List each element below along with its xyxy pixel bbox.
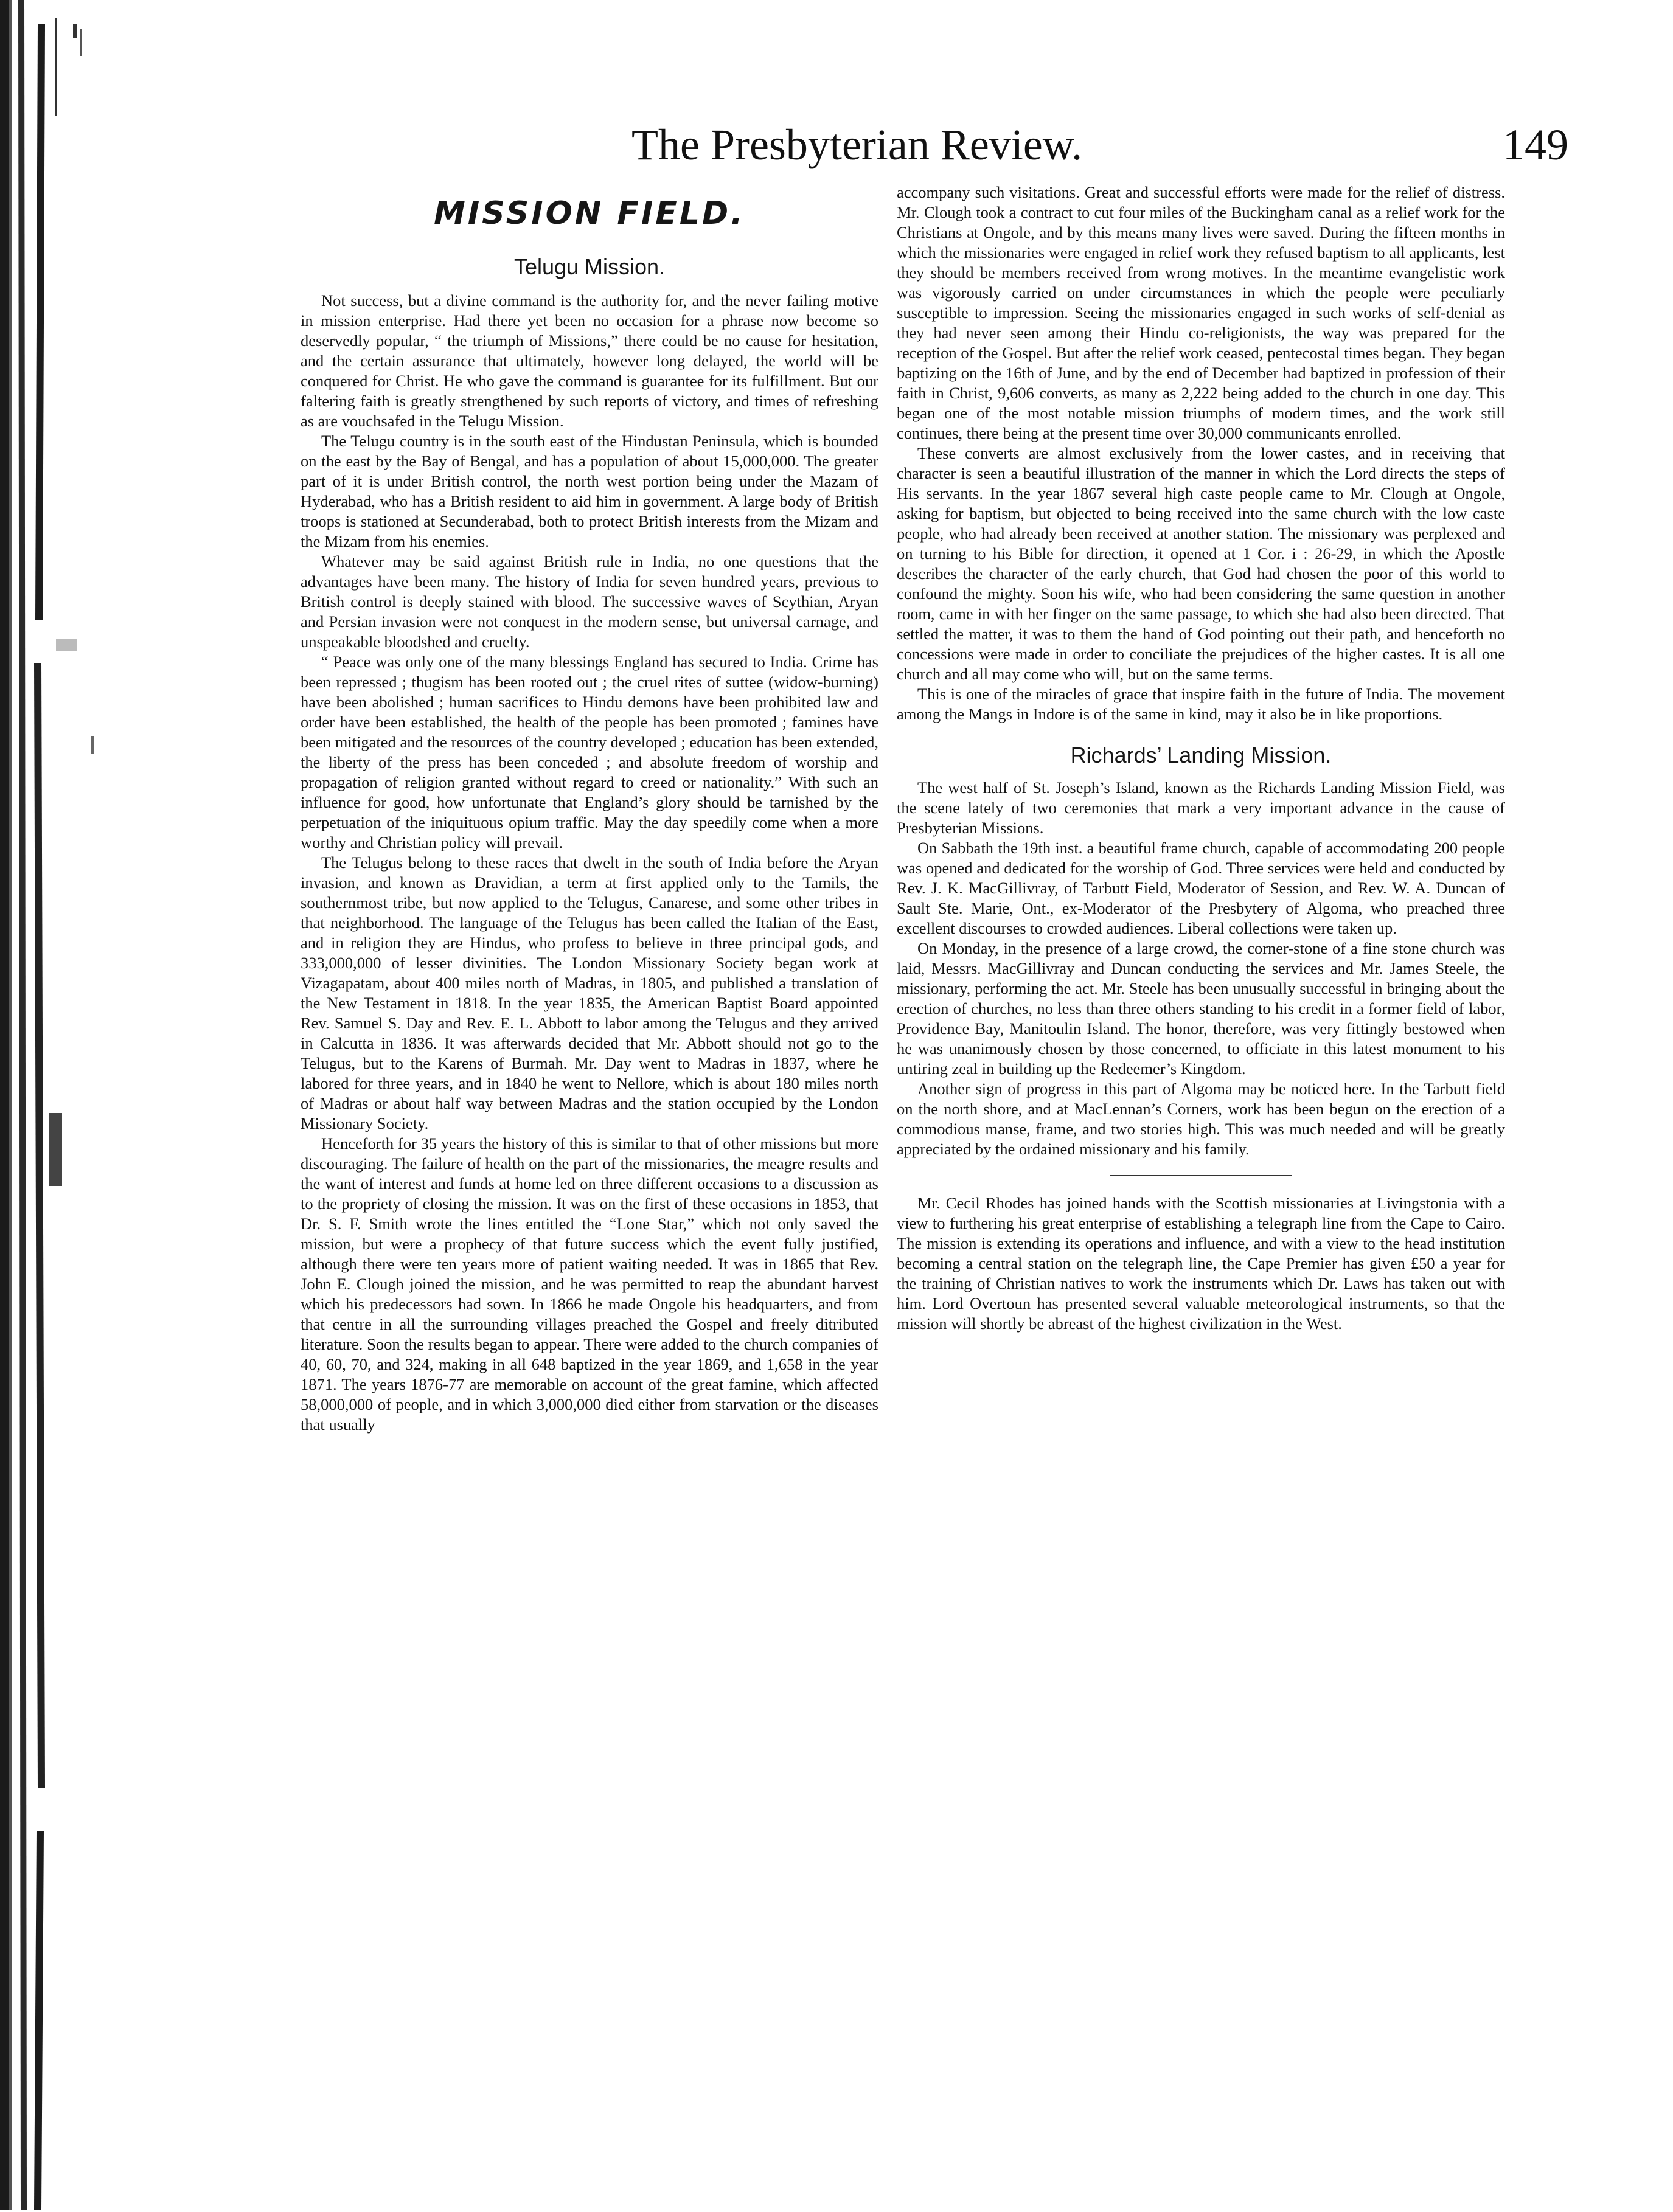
running-title: The Presbyterian Review.: [631, 120, 1083, 169]
page-number: 149: [1503, 120, 1568, 169]
right-column: [897, 182, 1505, 1334]
paragraph: Mr. Cecil Rhodes has joined hands with the Scottish missionaries at Livingstonia with a view to furthering his great enterprise of establishing a telegraph line from the Cape to Cairo. The mission is extending its operations and influence, and with a view to the head institution becoming a central station on the telegraph line, the Cape Premier has given £50 a year for the training of Christian natives to work the instruments which Dr. Laws has taken out with him. Lord Overtoun has presented several valuable meteorological instruments, so that the mission will shortly be abreast of the highest civilization in the West.: [897, 1194, 1505, 1333]
paragraph: The west half of St. Joseph’s Island, known as the Richards Landing Mission Field, was the scene lately of two ceremonies that mark a very important advance in the cause of Presbyterian Missions.: [897, 778, 1505, 837]
article-heading-richards: Richards’ Landing Mission.: [1070, 743, 1332, 768]
paragraph: Another sign of progress in this part of Algoma may be noticed here. In the Tarbutt field on the north shore, and at MacLennan’s Corners, work has been begun on the erection of a commodious manse, frame, and two stories high. This was much needed and will be greatly appreciated by the ordained missionary and his family.: [897, 1080, 1505, 1158]
paragraph-continued: accompany such visitations. Great and successful efforts were made for the relief of distress. Mr. Clough took a contract to cut four miles of the Buckingham canal as a relief work for the Christians at Ongole, and by this means many lives were saved. During the fifteen months in which the missionaries were engaged in relief work they refused baptism to all applicants, lest they should be members received from wrong motives. In the meantime evangelistic work was vigorously carried on under circumstances in which the people were peculiarly susceptible to impression. Seeing the missionaries engaged in such works of self-denial as they had never seen among their Hindu co-religionists, the way was prepared for the reception of the Gospel. But after the relief work ceased, pentecostal times began. They began baptizing on the 16th of June, and by the end of December had baptized in profession of their faith in Christ, 9,606 converts, as many as 2,222 being added to the church in one day. This began one of the most notable mission triumphs of modern times, and the work still continues, there being at the present time over 30,000 communicants enrolled.: [897, 183, 1505, 442]
page-binding-edge: [0, 0, 128, 2210]
paragraph: Henceforth for 35 years the history of this is similar to that of other missions but more discouraging. The failure of health on the part of the missionaries, the meagre results and the want of interest and funds at home led on three different occasions to a discussion as to the propriety of closing the mission. It was on the first of these occasions in 1853, that Dr. S. F. Smith wrote the lines entitled the “Lone Star,” which not only saved the mission, but were a prophecy of that future success which the event fully justified, although there were ten years more of patient waiting needed. It was in 1865 that Rev. John E. Clough joined the mission, and he was permitted to reap the abundant harvest which his predecessors had sown. In 1866 he made Ongole his headquarters, and from that centre in all the surrounding villages preached the Gospel and freely ditributed literature. Soon the results began to appear. There were added to the church companies of 40, 60, 70, and 324, making in all 648 baptized in the year 1869, and 1,658 in the year 1871. The years 1876-77 are memorable on account of the great famine, which affected 58,000,000 of people, and in which 3,000,000 died either from starvation or the diseases that usually: [301, 1134, 878, 1434]
paragraph: “ Peace was only one of the many blessings England has secured to India. Crime has been repressed ; thugism has been rooted out ; the cruel rites of suttee (widow-burning) have been abolished ; human sacrifices to Hindu demons have been prohibited law and order have been established, the health of the people has been promoted ; famines have been mitigated and the resources of the country developed ; education has been extended, the liberty of the press has been conceded ; and absolute freedom of worship and propagation of religion granted without regard to creed or nationality.” With such an influence for good, how unfortunate that England’s glory should be tarnished by the perpetuation of the iniquituous opium traffic. May the day speedily come when a more worthy and Christian policy will prevail.: [301, 653, 878, 851]
article-heading-telugu: Telugu Mission.: [513, 254, 666, 279]
paragraph: The Telugus belong to these races that dwelt in the south of India before the Aryan invasion, and known as Dravidian, a term at first applied only to the Tamils, the southernmost tribe, but now applied to the Telugus, Canarese, and some other tribes in that neighborhood. The language of the Telugus has been called the Italian of the East, and in religion they are Hindus, who profess to believe in three principal gods, and 333,000,000 of lesser divinities. The London Missionary Society began work at Vizagapatam, about 400 miles north of Madras, in 1805, and published a translation of the New Testament in 1818. In the year 1835, the American Baptist Board appointed Rev. Samuel S. Day and Rev. E. L. Abbott to labor among the Telugus and they arrived in Calcutta in 1836. It was afterwards decided that Mr. Abbott should not go to the Telugus, but to the Karens of Burmah. Mr. Day went to Madras in 1837, where he labored for three years, and in 1840 he went to Nellore, which is about 180 miles north of Madras or about half way between Madras and the station occupied by the London Missionary Society.: [301, 853, 878, 1132]
paragraph: The Telugu country is in the south east of the Hindustan Peninsula, which is bounded on the east by the Bay of Bengal, and has a population of about 15,000,000. The greater part of it is under British control, the north west portion being under the Mazam of Hyderabad, who has a British resident to aid him in government. A large body of British troops is stationed at Secunderabad, both to protect British interests from the Mizam and the Mizam from his enemies.: [301, 432, 878, 550]
paragraph: Whatever may be said against British rule in India, no one questions that the advantages have been many. The history of India for seven hundred years, previous to British control is deeply stained with blood. The successive waves of Scythian, Aryan and Persian invasion were not conquest in the modern sense, but universal carnage, and unspeakable bloodshed and cruelty.: [301, 552, 878, 651]
left-column: [301, 182, 878, 1435]
paragraph: These converts are almost exclusively from the lower castes, and in receiving that character is seen a beautiful illustration of the manner in which the Lord directs the steps of His servants. In the year 1867 several high caste people came to Mr. Clough at Ongole, asking for baptism, but objected to being received into the same church with the low caste people, who had already been received at another station. The missionary was perplexed and on turning to his Bible for direction, it opened at 1 Cor. i : 26-29, in which the Apostle describes the character of the early church, that God had chosen the poor of this world to confound the mighty. Soon his wife, who had been considering the same question in another room, came in with her finger on the same passage, to which she had also been directed. That settled the matter, it was to them the hand of God pointing out their path, and henceforth no concessions were made in order to conciliate the prejudices of the higher castes. It is all one church and all may come who will, but on the same terms.: [897, 444, 1505, 683]
paragraph: This is one of the miracles of grace that inspire faith in the future of India. The movement among the Mangs in Indore is of the same in kind, may it also be in like proportions.: [897, 685, 1505, 723]
paragraph: On Sabbath the 19th inst. a beautiful frame church, capable of accommodating 200 people was opened and dedicated for the worship of God. Three services were held and conducted by Rev. J. K. MacGillivray, of Tarbutt Field, Moderator of Session, and Rev. W. A. Duncan of Sault Ste. Marie, Ont., ex-Moderator of the Presbytery of Algoma, who preached three excellent discourses to crowded audiences. Liberal collections were taken up.: [897, 839, 1505, 937]
page-header: [631, 114, 1568, 181]
paragraph: Not success, but a divine command is the authority for, and the never failing motive in mission enterprise. Had there yet been no occasion for a phrase now become so deservedly popular, “ the triumph of Missions,” there could be no cause for hesitation, and the certain assurance that ultimately, however long delayed, the world will be conquered for Christ. He who gave the command is guarantee for its fulfillment. But our faltering faith is greatly strengthened by such reports of victory, and times of refreshing as are vouchsafed in the Telugu Mission.: [301, 291, 878, 430]
section-divider: [1110, 1175, 1292, 1176]
paragraph: On Monday, in the presence of a large crowd, the corner-stone of a fine stone church was laid, Messrs. MacGillivray and Duncan conducting the services and Mr. James Steele, the missionary, performing the act. Mr. Steele has been unusually successful in bringing about the erection of churches, no less than three others standing to his credit in a former field of labor, Providence Bay, Manitoulin Island. The honor, therefore, was very fittingly bestowed when he was unanimously chosen by those concerned, to officiate in this latest monument to his untiring zeal in building up the Redeemer’s Kingdom.: [897, 939, 1505, 1078]
section-title: MISSION FIELD.: [434, 195, 745, 232]
